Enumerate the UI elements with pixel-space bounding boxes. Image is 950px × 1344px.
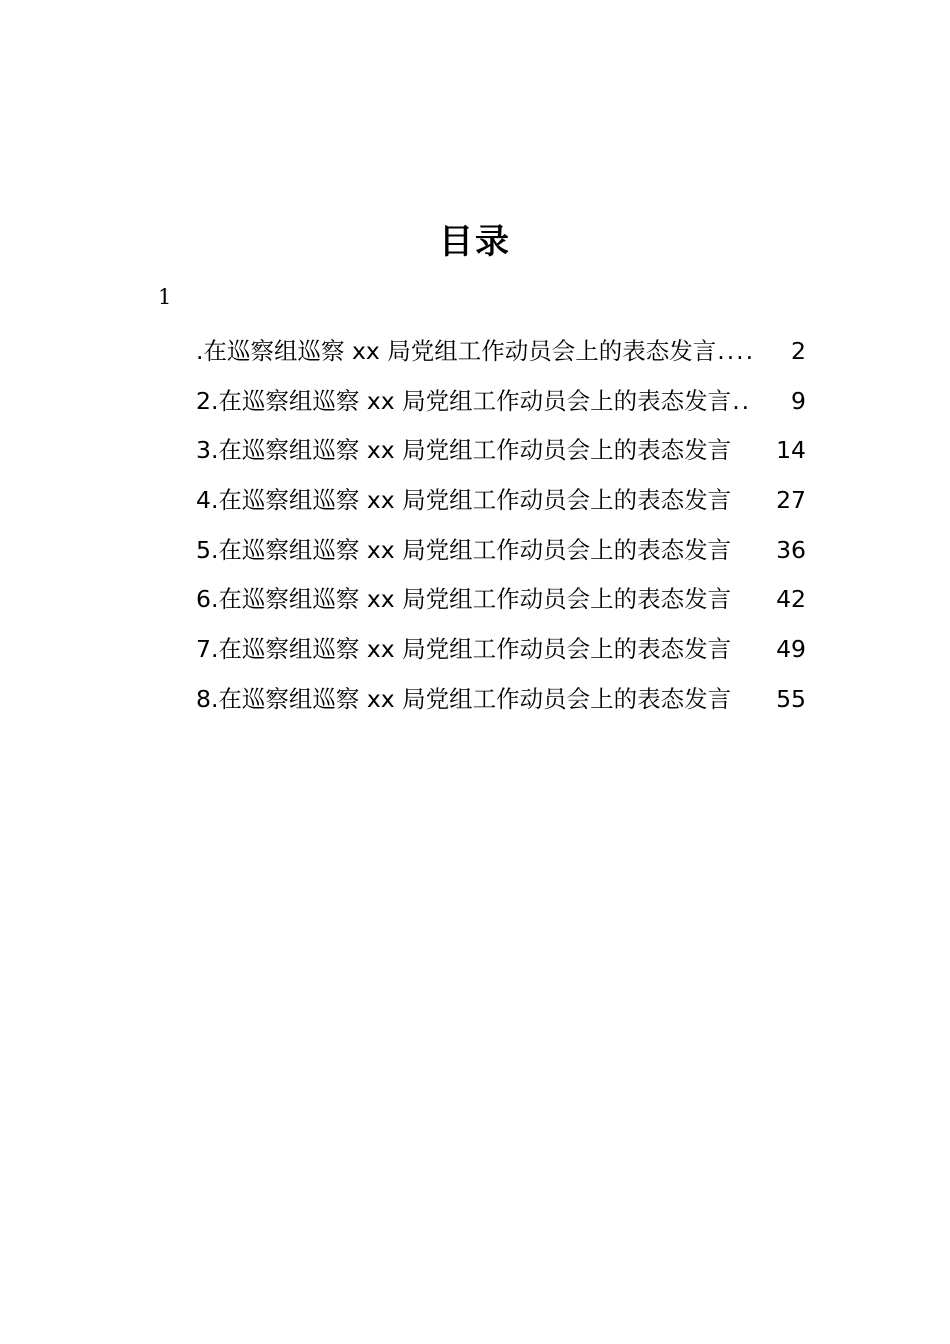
toc-title: 目录 (439, 222, 511, 262)
toc-entry-text: 4.在巡察组巡察 xx 局党组工作动员会上的表态发言 (196, 485, 732, 514)
toc-entry-text: .在巡察组巡察 xx 局党组工作动员会上的表态发言 (196, 336, 717, 365)
toc-entry-leader: .... (717, 336, 756, 365)
toc-entry[interactable] (196, 674, 806, 724)
toc-entry-page: 36 (776, 535, 806, 564)
toc-entry-page: 27 (776, 485, 806, 514)
toc-entry-text: 3.在巡察组巡察 xx 局党组工作动员会上的表态发言 (196, 436, 732, 465)
toc-entry[interactable] (196, 525, 806, 575)
toc-entry-page: 49 (776, 634, 806, 663)
toc-entry-text: 2.在巡察组巡察 xx 局党组工作动员会上的表态发言 (196, 386, 732, 415)
toc-entry-page: 55 (776, 684, 806, 713)
toc-entry-text: 7.在巡察组巡察 xx 局党组工作动员会上的表态发言 (196, 634, 732, 663)
toc-entry-leader: .. (732, 386, 752, 415)
toc-entry[interactable] (196, 624, 806, 674)
toc-list (196, 326, 806, 724)
toc-entry-page: 2 (791, 336, 806, 365)
toc-entry-text: 5.在巡察组巡察 xx 局党组工作动员会上的表态发言 (196, 535, 732, 564)
stray-page-number: 1 (158, 285, 172, 309)
toc-entry-page: 14 (776, 436, 806, 465)
toc-entry-text: 8.在巡察组巡察 xx 局党组工作动员会上的表态发言 (196, 684, 732, 713)
toc-entry-page: 9 (791, 386, 806, 415)
toc-entry[interactable] (196, 425, 806, 475)
toc-entry[interactable] (196, 326, 806, 376)
toc-entry[interactable] (196, 574, 806, 624)
toc-entry[interactable] (196, 475, 806, 525)
toc-entry[interactable] (196, 376, 806, 426)
toc-entry-text: 6.在巡察组巡察 xx 局党组工作动员会上的表态发言 (196, 585, 732, 614)
toc-entry-page: 42 (776, 585, 806, 614)
